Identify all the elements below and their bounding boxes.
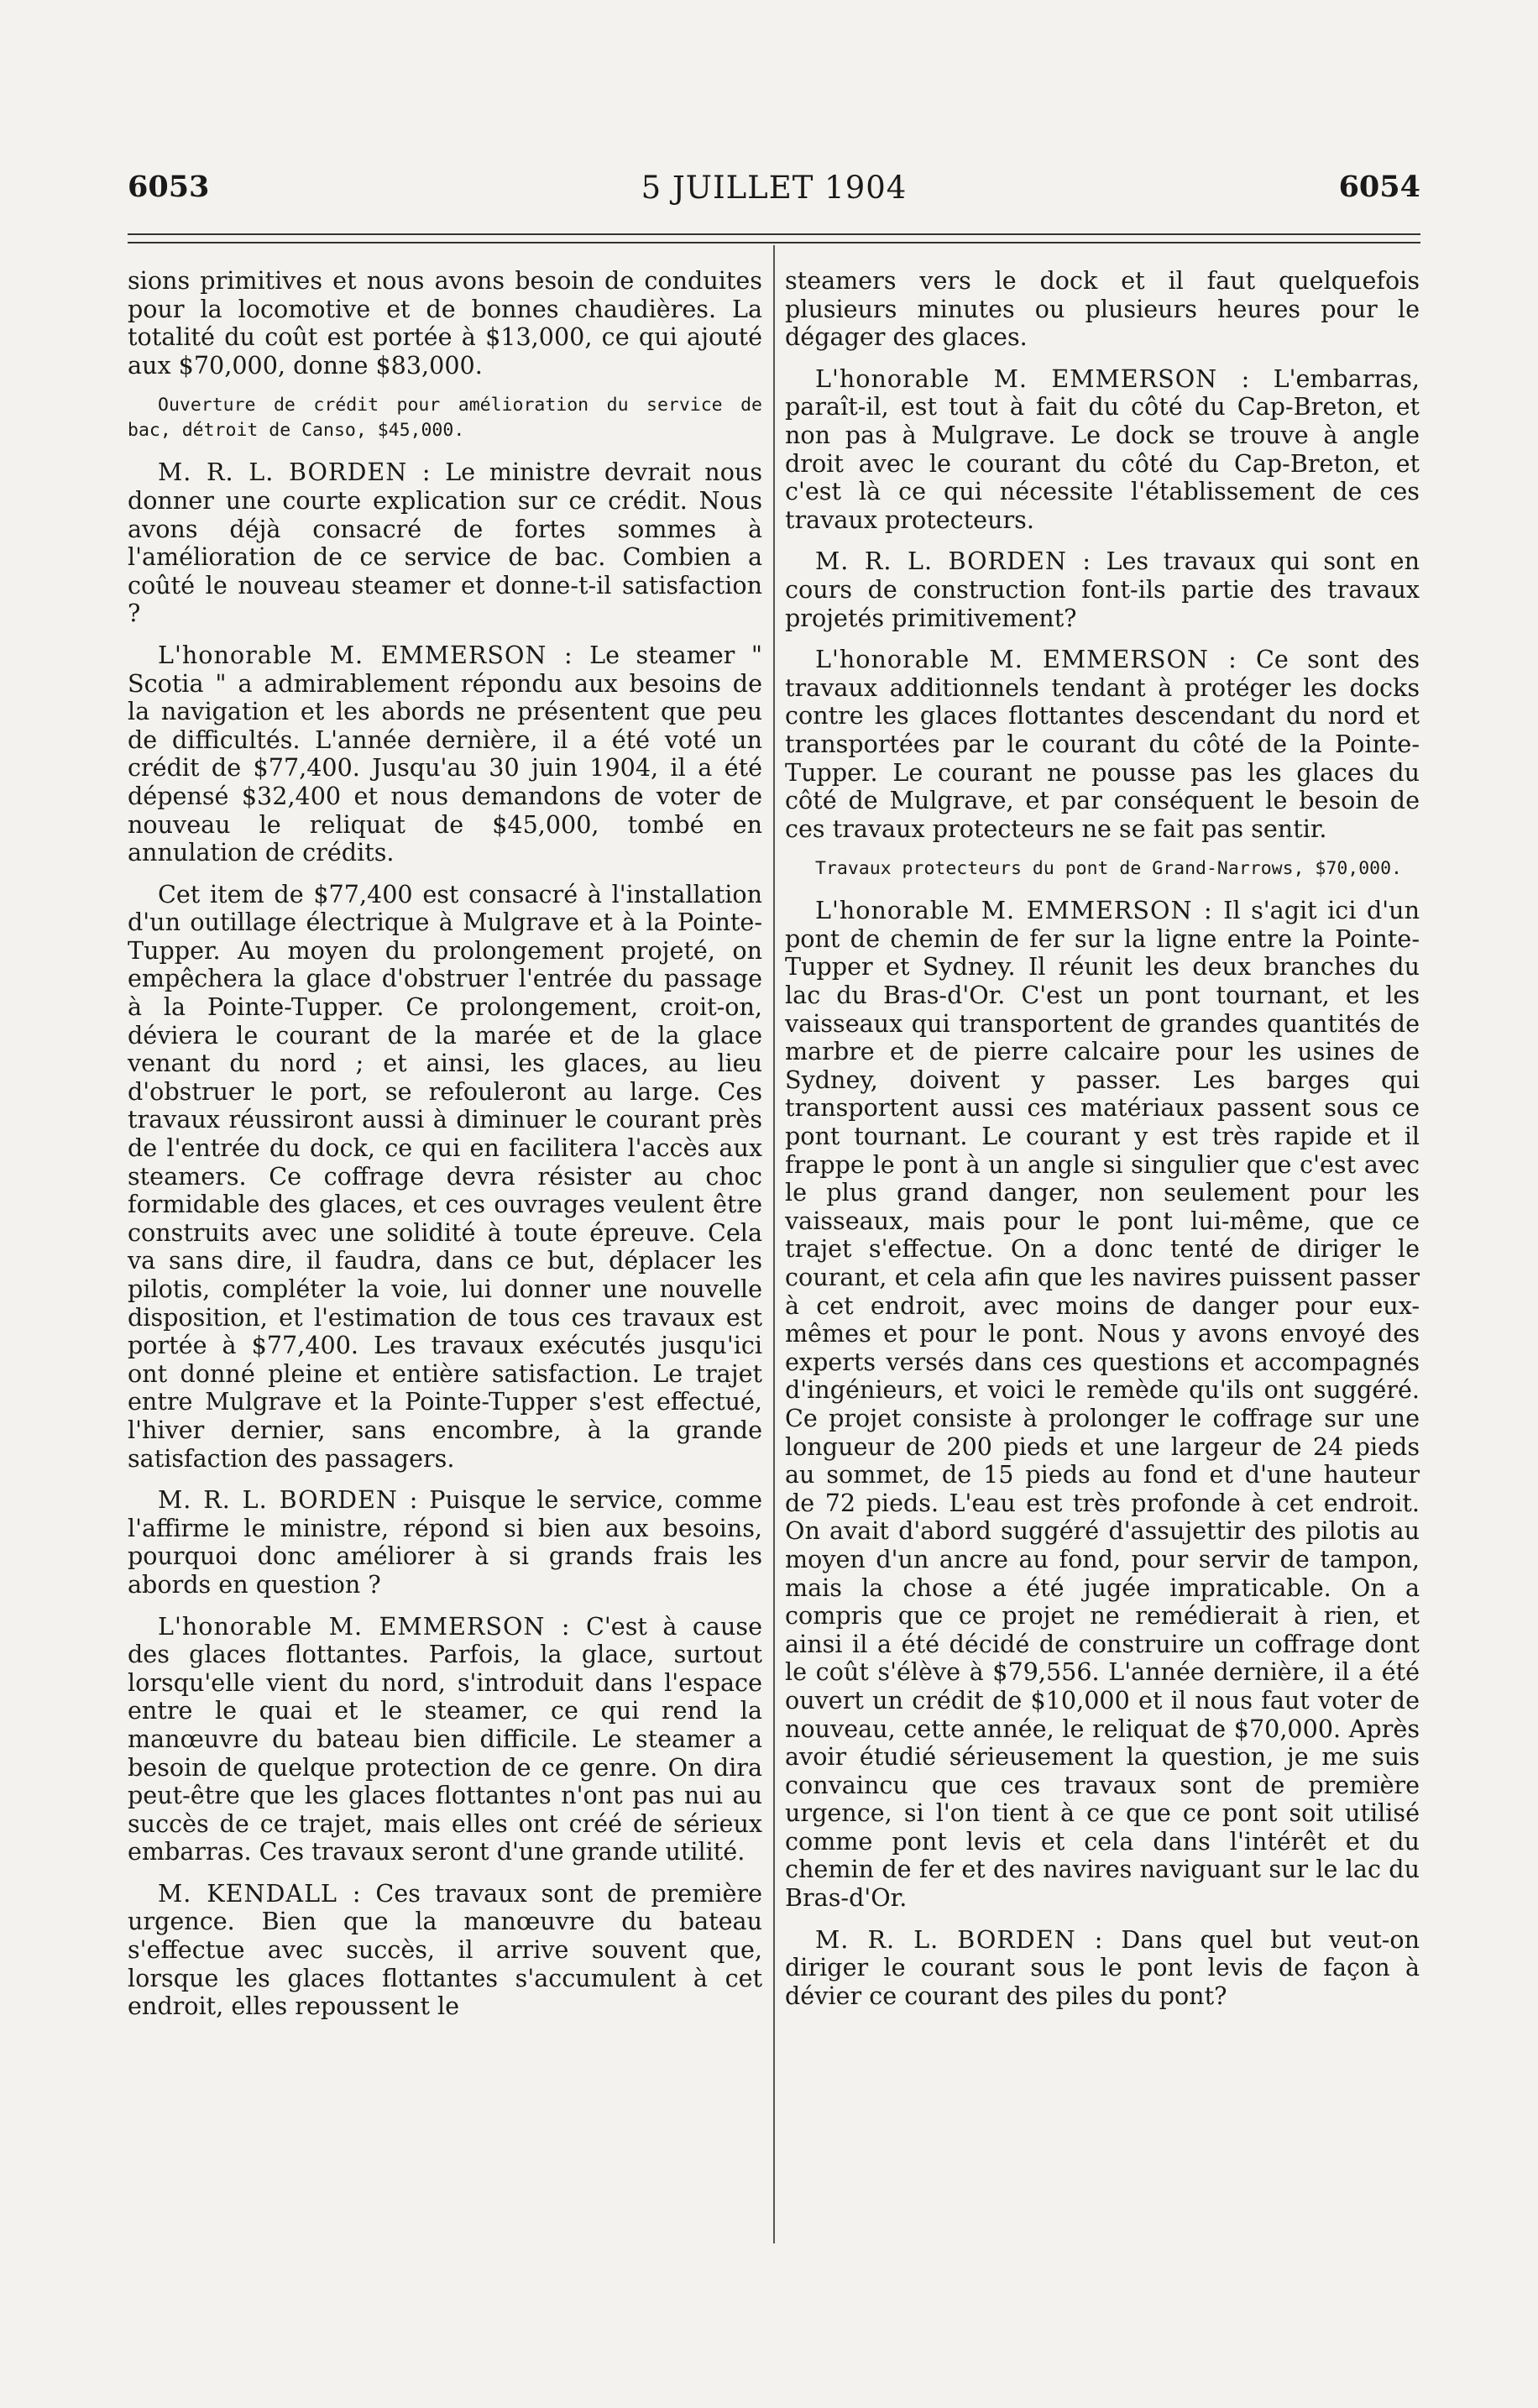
paragraph-text: Ce sont des travaux additionnels tendant à protéger les docks contre les glaces flottantes descendant du nord et transportées par le courant du côté de la Pointe-Tupper. Le courant ne pousse pas les glaces du côté de Mulgrave, et par conséquent le besoin de ces travaux protecteurs ne se fait pas sentir. bbox=[785, 645, 1420, 843]
speaker-name: L'honorable M. EMMERSON : bbox=[158, 640, 573, 669]
paragraph bbox=[128, 881, 762, 1473]
speaker-name: L'honorable M. EMMERSON : bbox=[815, 896, 1213, 925]
speaker-name: L'honorable M. EMMERSON : bbox=[815, 364, 1251, 393]
speaker-name: M. KENDALL : bbox=[158, 1878, 362, 1908]
left-column bbox=[128, 267, 762, 2034]
paragraph bbox=[128, 1880, 762, 2021]
paragraph-text: C'est à cause des glaces flottantes. Parfois, la glace, surtout lorsqu'elle vient du nord, s'introduit dans l'espace entre le quai et le steamer, ce qui rend la manœuvre du bateau bien difficile. Le steamer a besoin de quelque protection de ce genre. On dira peut-être que les glaces flottantes n'ont pas nui au succès de ce trajet, mais elles ont créé de sérieux embarras. Ces travaux seront d'une grande utilité. bbox=[128, 1611, 762, 1866]
page-header bbox=[128, 170, 1420, 212]
paragraph-text: steamers vers le dock et il faut quelquefois plusieurs minutes ou plusieurs heures pour le dégager des glaces. bbox=[785, 266, 1420, 352]
speaker-name: M. R. L. BORDEN : bbox=[815, 547, 1091, 576]
paragraph-text: Le steamer " Scotia " a admirablement répondu aux besoins de la navigation et les abords ne présentent que peu de difficultés. L'année dernière, il a été voté un crédit de $77,400. Jusqu'au 30 juin 1904, il a été dépensé $32,400 et nous demandons de voter de nouveau le reliquat de $45,000, tombé en annulation de crédits. bbox=[128, 640, 762, 867]
paragraph bbox=[785, 897, 1420, 1912]
paragraph bbox=[128, 641, 762, 867]
paragraph-text: Il s'agit ici d'un pont de chemin de fer sur la ligne entre la Pointe-Tupper et Sydney. Il réunit les deux branches du lac du Bras-d'Or. C'est un pont tournant, et les vaisseaux qui transportent de grandes quantités de marbre et de pierre calcaire pour les usines de Sydney, doivent y passer. Les barges qui transportent aussi ces matériaux passent sous ce pont tournant. Le courant y est très rapide et il frappe le pont à un angle si singulier que c'est avec le plus grand danger, non seulement pour les vaisseaux, mais pour le pont lui-même, que ce trajet s'effectue. On a donc tenté de diriger le courant, et cela afin que les navires puissent passer à cet endroit, avec moins de danger pour eux-mêmes et pour le pont. Nous y avons envoyé des experts versés dans ces questions et accompagnés d'ingénieurs, et voici le remède qu'ils ont suggéré. Ce projet consiste à prolonger le coffrage sur une longueur de 200 pieds et une largeur de 24 pieds au sommet, de 15 pieds au fond et d'une hauteur de 72 pieds. L'eau est très profonde à cet endroit. On avait d'abord suggéré d'assujettir des pilotis au moyen d'un ancre au fond, pour servir de tampon, mais la chose a été jugée impraticable. On a compris que ce projet ne remédierait à rien, et ainsi il a été décidé de construire un coffrage dont le coût s'élève à $79,556. L'année dernière, il a été ouvert un crédit de $10,000 et il nous faut voter de nouveau, cette année, le reliquat de $70,000. Après avoir étudié sérieusement la question, je me suis convaincu que ces travaux sont de première urgence, si l'on tient à ce que ce pont soit utilisé comme pont levis et cela dans l'intérêt et du chemin de fer et des navires naviguant sur le lac du Bras-d'Or. bbox=[785, 896, 1420, 1913]
paragraph bbox=[128, 267, 762, 380]
paragraph bbox=[785, 365, 1420, 535]
paragraph-text: sions primitives et nous avons besoin de conduites pour la locomotive et de bonnes chaudières. La totalité du coût est portée à $13,000, ce qui ajouté aux $70,000, donne $83,000. bbox=[128, 266, 762, 380]
speaker-name: L'honorable M. EMMERSON : bbox=[815, 645, 1237, 674]
speaker-name: M. R. L. BORDEN : bbox=[158, 458, 432, 487]
paragraph bbox=[785, 267, 1420, 352]
paragraph-text: Le ministre devrait nous donner une courte explication sur ce crédit. Nous avons déjà consacré de fortes sommes à l'amélioration de ce service de bac. Combien a coûté le nouveau steamer et donne-t-il satisfaction ? bbox=[128, 458, 762, 628]
page-number-right: 6054 bbox=[1338, 170, 1420, 204]
header-rule-top bbox=[128, 233, 1420, 235]
speaker-name: L'honorable M. EMMERSON : bbox=[158, 1611, 571, 1641]
paragraph bbox=[785, 646, 1420, 843]
header-date: 5 JUILLET 1904 bbox=[641, 170, 908, 206]
paragraph-text: Puisque le service, comme l'affirme le ministre, répond si bien aux besoins, pourquoi donc améliorer à si grands frais les abords en question ? bbox=[128, 1485, 762, 1599]
section-heading: Travaux protecteurs du pont de Grand-Narrows, $70,000. bbox=[815, 858, 1402, 880]
speaker-name: M. R. L. BORDEN : bbox=[158, 1485, 419, 1515]
page-number-left: 6053 bbox=[128, 170, 210, 204]
paragraph bbox=[128, 458, 762, 628]
paragraph-text: L'embarras, paraît-il, est tout à fait du côté du Cap-Breton, et non pas à Mulgrave. Le dock se trouve à angle droit avec le courant du côté du Cap-Breton, et c'est là ce qui nécessite l'établissement de ces travaux protecteurs. bbox=[785, 364, 1420, 534]
paragraph-text: Ces travaux sont de première urgence. Bien que la manœuvre du bateau s'effectue avec succès, il arrive souvent que, lorsque les glaces flottantes s'accumulent à cet endroit, elles repoussent le bbox=[128, 1878, 762, 2021]
paragraph-text: Dans quel but veut-on diriger le courant sous le pont levis de façon à dévier ce courant des piles du pont? bbox=[785, 1924, 1420, 2010]
paragraph bbox=[128, 1486, 762, 1599]
paragraph bbox=[785, 547, 1420, 632]
paragraph-text: Les travaux qui sont en cours de construction font-ils partie des travaux projetés primitivement? bbox=[785, 547, 1420, 632]
paragraph-text: Cet item de $77,400 est consacré à l'installation d'un outillage électrique à Mulgrave et à la Pointe-Tupper. Au moyen du prolongement projeté, on empêchera la glace d'obstruer l'entrée du passage à la Pointe-Tupper. Ce prolongement, croit-on, déviera le courant de la marée et de la glace venant du nord ; et ainsi, les glaces, au lieu d'obstruer le port, se refouleront au large. Ces travaux réussiront aussi à diminuer le courant près de l'entrée du dock, ce qui en facilitera l'accès aux steamers. Ce coffrage devra résister au choc formidable des glaces, et ces ouvrages veulent être construits avec une solidité à toute épreuve. Cela va sans dire, il faudra, dans ce but, déplacer les pilotis, compléter la voie, lui donner une nouvelle disposition, et l'estimation de tous ces travaux est portée à $77,400. Les travaux exécutés jusqu'ici ont donné pleine et entière satisfaction. Le trajet entre Mulgrave et la Pointe-Tupper s'est effectué, l'hiver dernier, sans encombre, à la grande satisfaction des passagers. bbox=[128, 879, 762, 1473]
right-column bbox=[785, 267, 1420, 2023]
column-divider bbox=[773, 245, 775, 2243]
paragraph bbox=[785, 1926, 1420, 2011]
speaker-name: M. R. L. BORDEN : bbox=[815, 1924, 1104, 1954]
paragraph bbox=[128, 1613, 762, 1866]
section-heading: Ouverture de crédit pour amélioration du service de bac, détroit de Canso, $45,000. bbox=[128, 395, 762, 442]
header-rule-bottom bbox=[128, 242, 1420, 243]
